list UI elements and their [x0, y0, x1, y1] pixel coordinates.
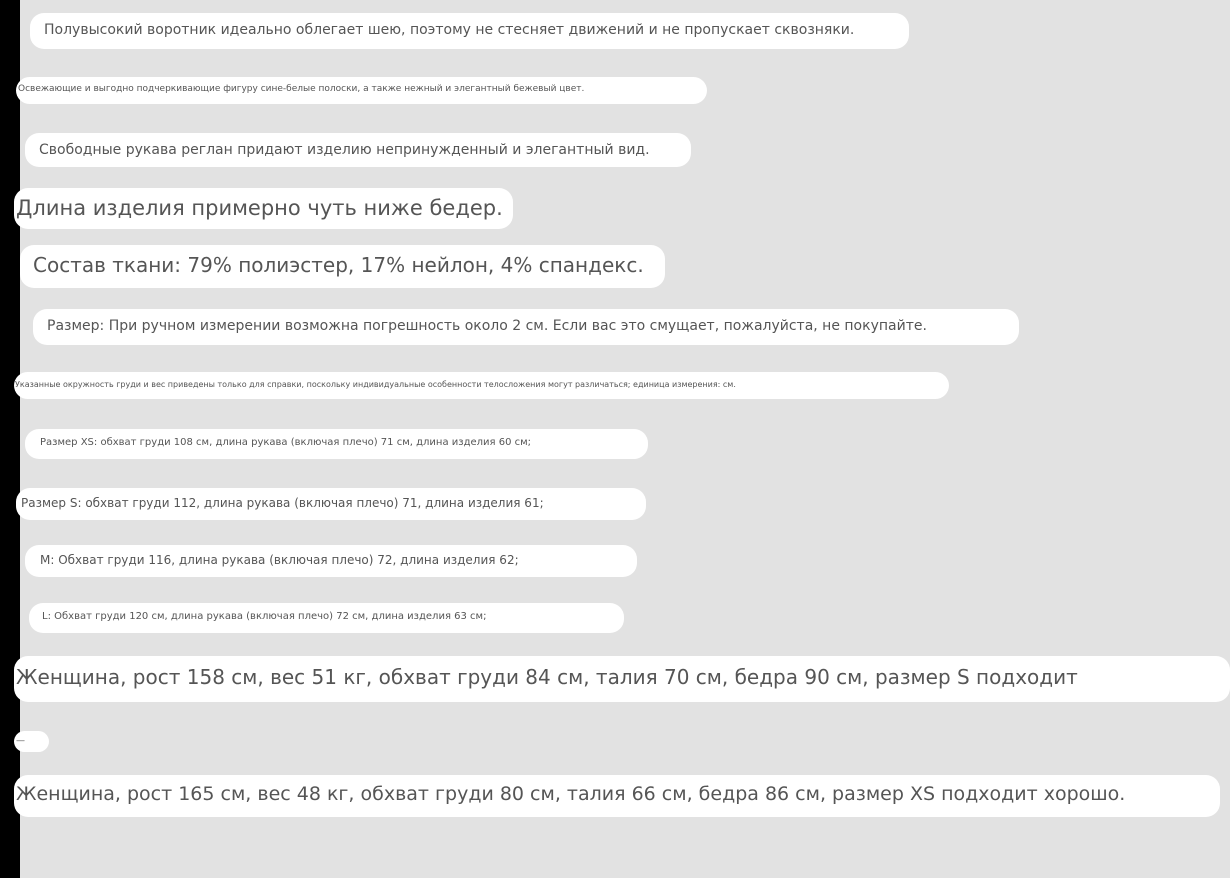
text-line-reference	[14, 372, 949, 399]
text-line-fabric-label: Состав ткани: 79% полиэстер, 17% нейлон, 4% спандекс.	[33, 253, 644, 277]
text-line-sleeves	[25, 133, 691, 167]
text-line-size-note	[33, 309, 1019, 345]
text-line-size-m	[25, 545, 637, 577]
text-line-size-note-label: Размер: При ручном измерении возможна погрешность около 2 см. Если вас это смущает, пожалуйста, не покупайте.	[47, 318, 927, 334]
text-line-length	[14, 188, 513, 229]
text-line-separator-label: —	[16, 736, 25, 746]
text-line-model-1	[14, 656, 1230, 702]
text-line-size-s-label: Размер S: обхват груди 112, длина рукава (включая плечо) 71, длина изделия 61;	[21, 496, 544, 510]
text-line-size-m-label: M: Обхват груди 116, длина рукава (включая плечо) 72, длина изделия 62;	[40, 553, 519, 567]
text-line-fabric	[20, 245, 665, 288]
text-line-model-2-label: Женщина, рост 165 см, вес 48 кг, обхват груди 80 см, талия 66 см, бедра 86 см, размер XS подходит хорошо.	[16, 783, 1126, 805]
text-line-size-l-label: L: Обхват груди 120 см, длина рукава (включая плечо) 72 см, длина изделия 63 см;	[42, 611, 487, 622]
text-line-length-label: Длина изделия примерно чуть ниже бедер.	[16, 196, 503, 220]
text-line-reference-label: Указанные окружность груди и вес приведены только для справки, поскольку индивидуальные особенности телосложения могут различаться; единица измерения: см.	[15, 380, 736, 389]
text-line-model-1-label: Женщина, рост 158 см, вес 51 кг, обхват груди 84 см, талия 70 см, бедра 90 см, размер S подходит	[16, 665, 1078, 689]
text-line-collar-label: Полувысокий воротник идеально облегает шею, поэтому не стесняет движений и не пропускает сквозняки.	[44, 22, 855, 38]
text-line-stripes-label: Освежающие и выгодно подчеркивающие фигуру сине-белые полоски, а также нежный и элегантный бежевый цвет.	[18, 84, 585, 94]
text-line-collar	[30, 13, 909, 49]
product-description	[15, 0, 1220, 878]
text-line-stripes	[16, 77, 707, 104]
text-line-size-xs-label: Размер XS: обхват груди 108 см, длина рукава (включая плечо) 71 см, длина изделия 60 см;	[40, 437, 532, 448]
text-line-size-s	[16, 488, 646, 520]
text-line-sleeves-label: Свободные рукава реглан придают изделию непринужденный и элегантный вид.	[39, 142, 650, 158]
text-line-separator	[14, 731, 49, 752]
text-line-model-2	[14, 775, 1220, 817]
text-line-size-xs	[25, 429, 648, 459]
text-line-size-l	[29, 603, 624, 633]
